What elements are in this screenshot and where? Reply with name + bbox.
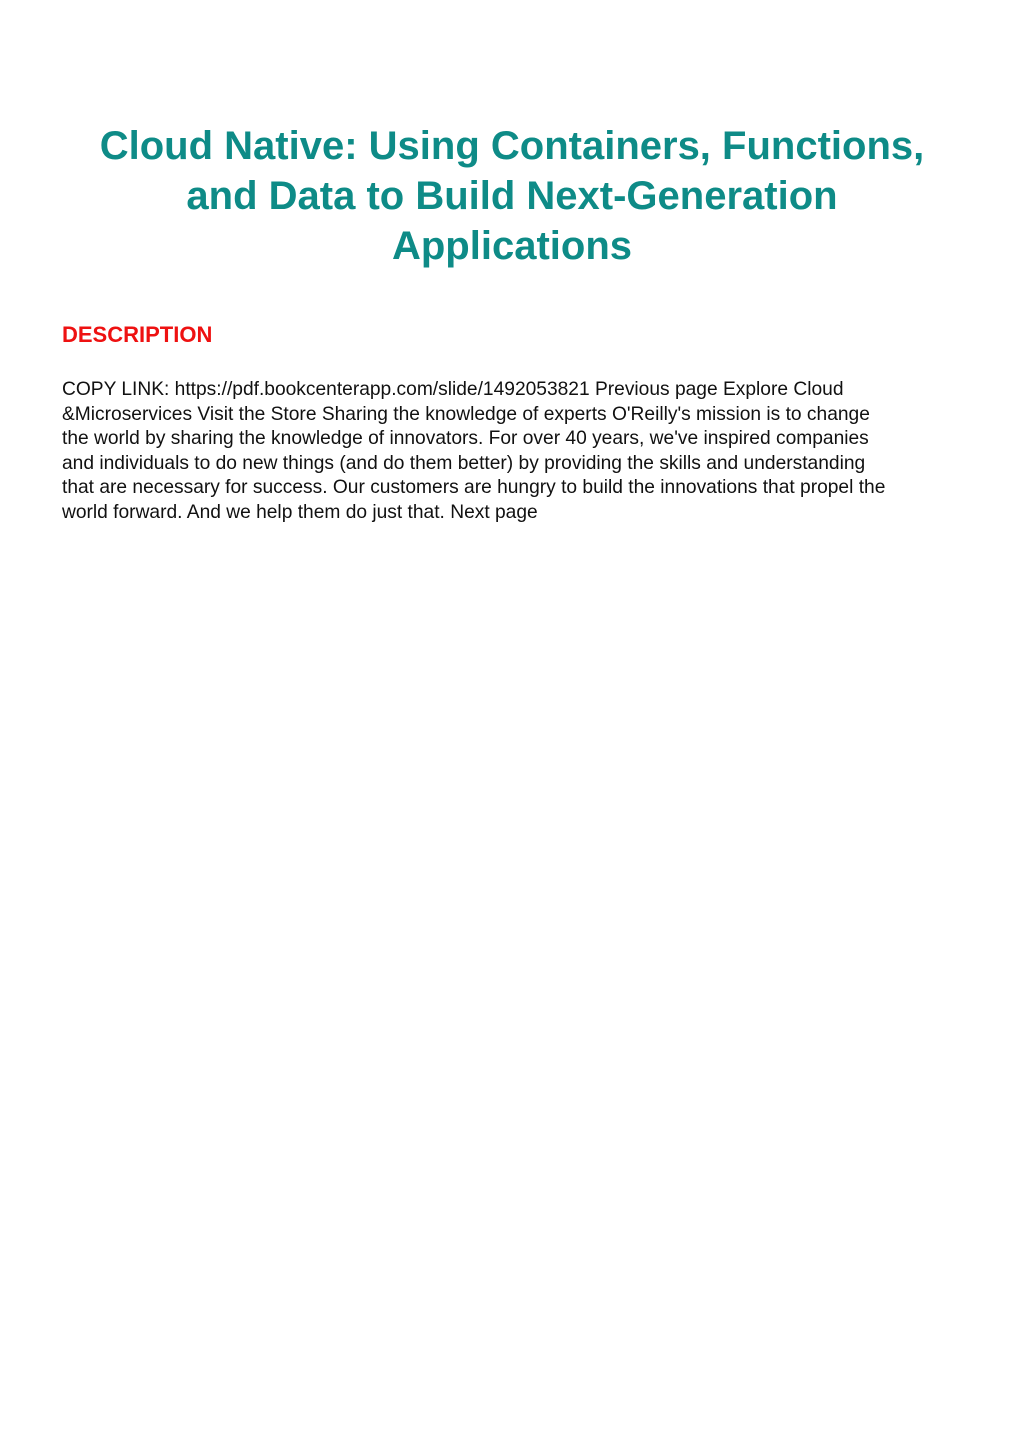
title-line-1: Cloud Native: Using Containers, Functions,: [99, 124, 925, 168]
description-line-6: world forward. And we help them do just that. Next page: [62, 501, 538, 523]
description-line-5: that are necessary for success. Our customers are hungry to build the innovations that propel the: [62, 477, 886, 498]
description-text: [62, 378, 972, 525]
description-line-2: &Microservices Visit the Store Sharing the knowledge of experts O'Reilly's mission is to change: [62, 403, 870, 425]
description-line-4: and individuals to do new things (and do them better) by providing the skills and understanding: [62, 452, 866, 474]
title-line-2: and Data to Build Next-Generation: [186, 174, 838, 218]
title-line-3: Applications: [391, 224, 633, 268]
description-line-3: the world by sharing the knowledge of innovators. For over 40 years, we've inspired companies: [62, 428, 869, 449]
page-title: [60, 121, 964, 271]
description-heading: DESCRIPTION: [62, 322, 213, 347]
description-line-1: COPY LINK: https://pdf.bookcenterapp.com/slide/1492053821 Previous page Explore Cloud: [62, 379, 844, 400]
